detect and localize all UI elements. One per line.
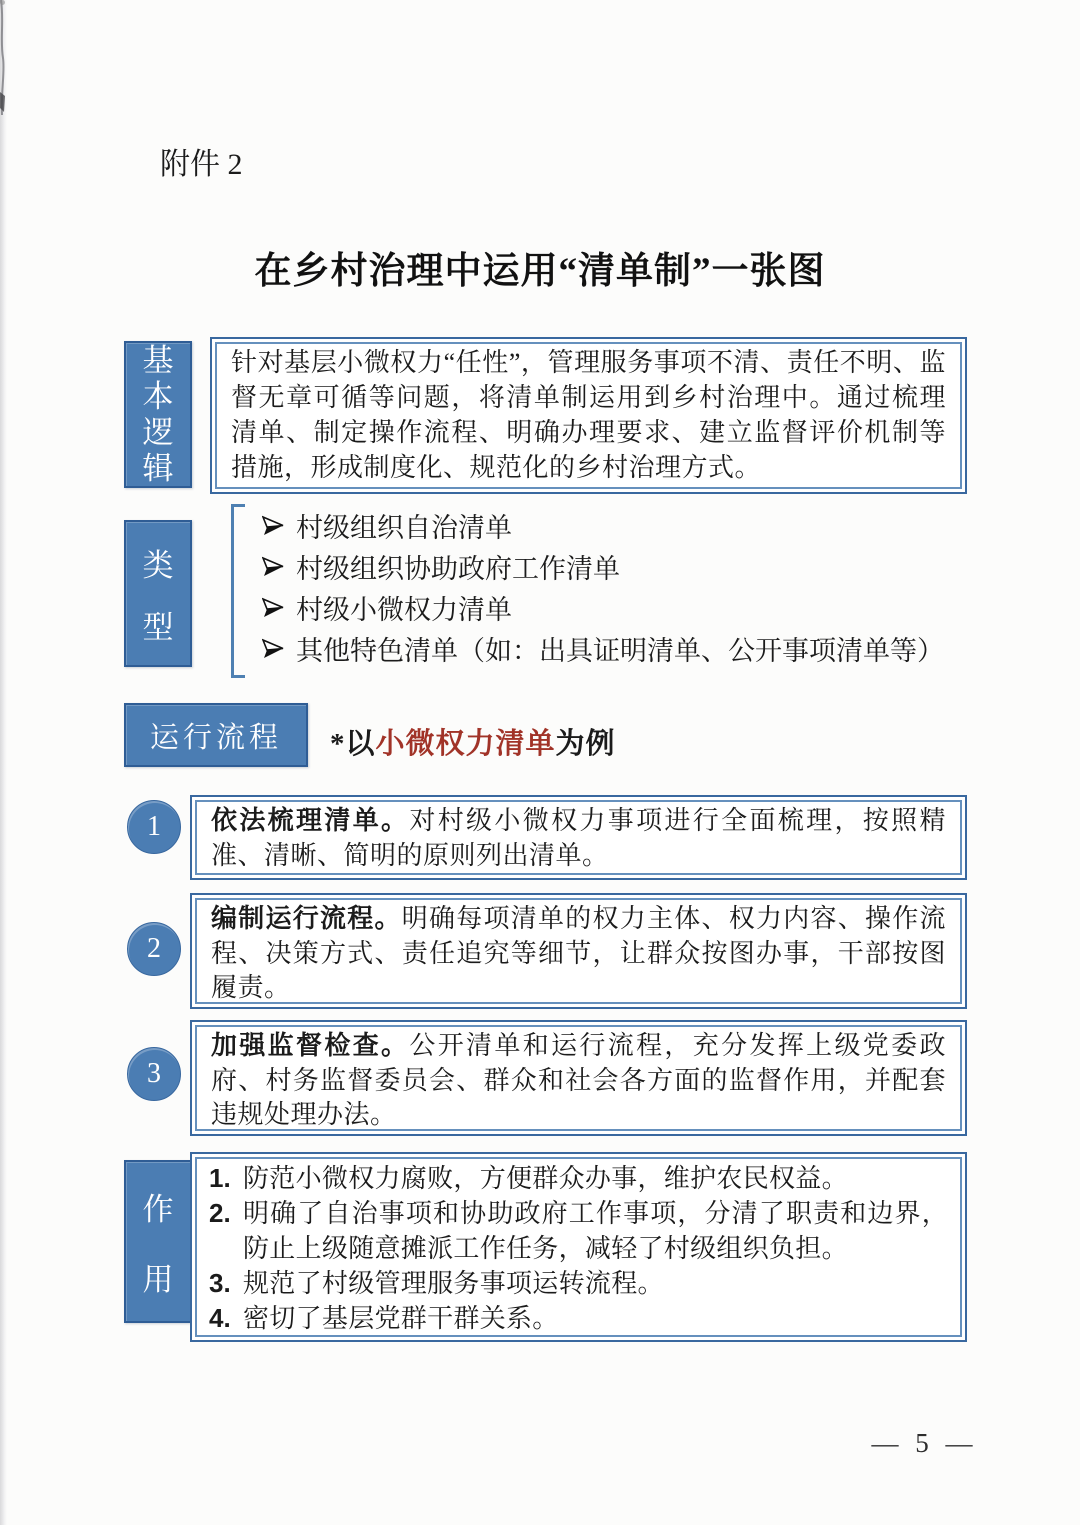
step-circle-1 [127,800,181,854]
basic-logic-text: 针对基层小微权力“任性”，管理服务事项不清、责任不明、监督无章可循等问题，将清单制运用到乡村治理中。通过梳理清单、制定操作流程、明确办理要求、建立监督评价机制等措施，形成制度化、规范化的乡村治理方式。 [231,348,946,482]
scan-speck-artifact [0,0,5,5]
type-item-label: 其他特色清单（如：出具证明清单、公开事项清单等） [296,636,944,666]
types-bracket [231,504,245,678]
step-circle-2 [127,922,181,976]
page-title: 在乡村治理中运用“清单制”一张图 [254,251,826,292]
step-text-2 [211,901,946,1004]
scan-edge-artifact [0,0,7,1525]
effect-number: 4. [209,1303,231,1333]
step-text-3 [211,1028,946,1131]
basic-logic-label-text: 基本逻辑 [142,342,174,486]
arrow-bullet-icon [262,597,284,619]
effect-item [209,1301,948,1336]
effect-number: 3. [209,1268,231,1298]
type-item [262,587,962,628]
arrow-bullet-icon [262,556,284,578]
step-body: 对村级小微权力事项进行全面梳理，按照精准、清晰、简明的原则列出清单。 [211,806,946,870]
step-lead: 依法梳理清单。 [211,805,410,835]
step-lead: 编制运行流程。 [211,903,402,933]
step-number: 1 [147,811,161,842]
effect-text: 规范了村级管理服务事项运转流程。 [243,1269,664,1298]
step-panel-2 [190,893,967,1009]
step-number: 2 [147,933,161,964]
effect-text: 密切了基层党群干群关系。 [243,1304,559,1333]
effect-item [209,1266,948,1301]
effect-number: 1. [209,1163,231,1193]
effects-label-bottom: 用 [142,1261,174,1297]
step-text-1 [211,803,946,873]
step-lead: 加强监督检查。 [211,1030,410,1060]
effect-item [209,1196,948,1266]
type-item [262,628,962,669]
process-note-suffix: 为例 [555,728,616,760]
step-body: 公开清单和运行流程，充分发挥上级党委政府、村务监督委员会、群众和社会各方面的监督作用，并配套违规处理办法。 [211,1031,946,1129]
effect-item [209,1161,948,1196]
effect-text: 防范小微权力腐败，方便群众办事，维护农民权益。 [243,1164,848,1193]
step-panel-3 [190,1020,967,1136]
basic-logic-label [124,341,192,488]
arrow-bullet-icon [262,638,284,660]
basic-logic-panel [210,337,967,494]
process-label: 运行流程 [124,703,308,767]
process-note [330,721,616,762]
effects-panel [190,1152,967,1342]
types-label-top: 类 [142,548,174,584]
types-label [124,520,192,667]
step-panel-1 [190,795,967,880]
types-label-bottom: 型 [142,609,174,645]
type-item-label: 村级小微权力清单 [296,595,512,625]
effects-label-top: 作 [142,1192,174,1228]
step-number: 3 [147,1058,161,1089]
type-item-label: 村级组织协助政府工作清单 [296,554,620,584]
process-note-highlight: 小微权力清单 [375,728,556,760]
process-note-prefix: *以 [330,728,376,760]
attachment-label: 附件 2 [160,148,243,181]
effects-label [124,1160,192,1323]
type-item [262,546,962,587]
scan-mark-artifact [0,0,6,115]
step-body: 明确每项清单的权力主体、权力内容、操作流程、决策方式、责任追究等细节，让群众按图办事，干部按图履责。 [211,904,946,1002]
effect-number: 2. [209,1198,231,1228]
effect-text: 明确了自治事项和协助政府工作事项，分清了职责和边界，防止上级随意摊派工作任务，减轻了村级组织负担。 [243,1199,948,1263]
page-number: — 5 — [871,1428,973,1458]
type-list [262,505,962,669]
step-circle-3 [127,1047,181,1101]
arrow-bullet-icon [262,515,284,537]
type-item [262,505,962,546]
type-item-label: 村级组织自治清单 [296,513,512,543]
